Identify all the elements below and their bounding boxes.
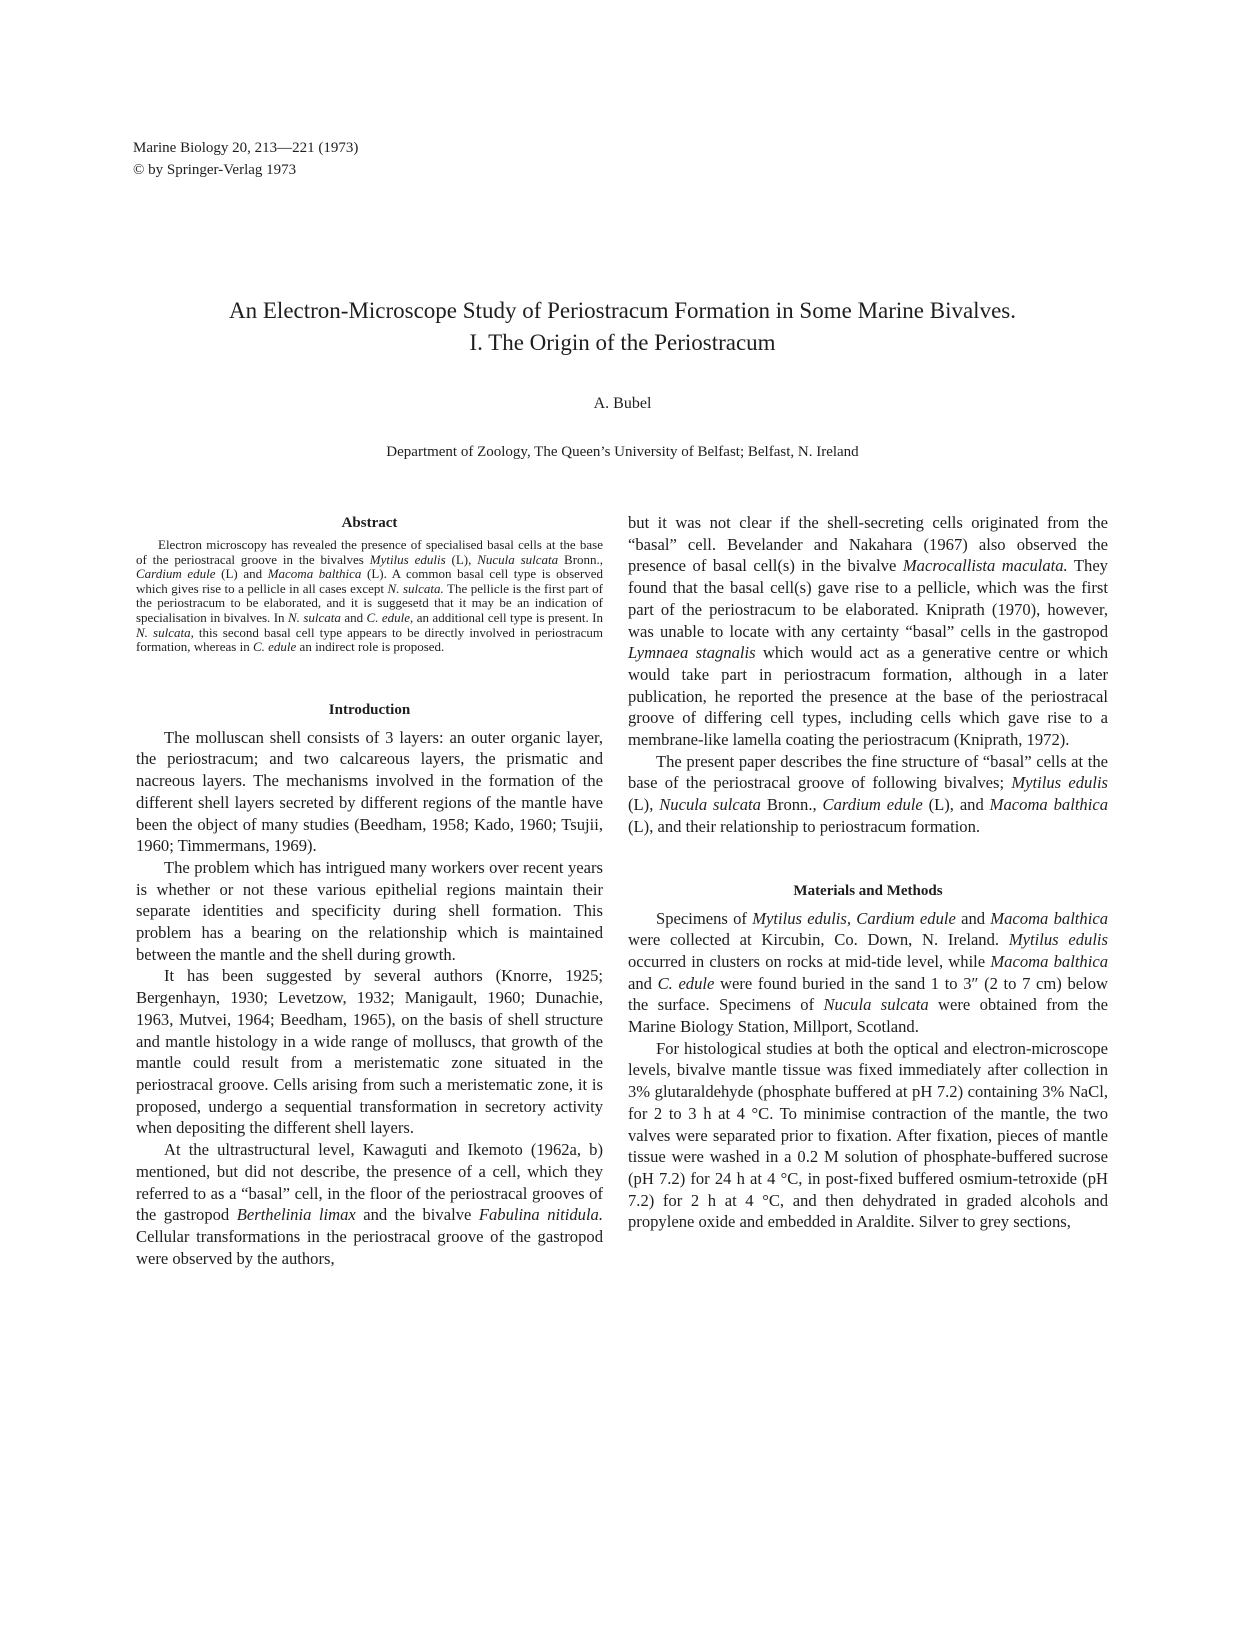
right-column	[628, 512, 1108, 1233]
journal-citation: Marine Biology 20, 213—221 (1973)	[133, 140, 359, 156]
intro-paragraph-5: The present paper describes the fine structure of “basal” cells at the base of the periostracal groove of following bivalves; Mytilus edulis (L), Nucula sulcata Bronn., Cardium edule (L), and Macoma balthica (L), and their relationship to periostracum formation.	[628, 751, 1109, 836]
intro-paragraph-2: The problem which has intrigued many workers over recent years is whether or not these various epithelial regions maintain their separate identities and specificity during shell formation. This problem has a bearing on the relationship which is maintained between the mantle and the shell during growth.	[136, 857, 603, 964]
intro-paragraph-4-continued: but it was not clear if the shell-secreting cells originated from the “basal” cell. Bevelander and Nakahara (1967) also observed the presence of basal cell(s) in the bivalve Macrocallista maculata. They found that the basal cell(s) gave rise to a pellicle, which was the first part of the periostracum to be elaborated. Kniprath (1970), however, was unable to locate with any certainty “basal” cells in the gastropod Lymnaea stagnalis which would act as a generative centre or which would take part in periostracum formation, although in a later publication, he reported the presence at the base of the periostracal groove of differing cell types, including cells which gave rise to a membrane-like lamella coating the periostracum (Kniprath, 1972).	[628, 513, 1109, 750]
journal-header	[133, 137, 358, 181]
author-name: A. Bubel	[593, 395, 652, 412]
left-column	[136, 512, 603, 1269]
methods-paragraph-1: Specimens of Mytilus edulis, Cardium edule and Macoma balthica were collected at Kircubin, Co. Down, N. Ireland. Mytilus edulis occurred in clusters on rocks at mid-tide level, while Macoma balthica and C. edule were found buried in the sand 1 to 3″ (2 to 7 cm) below the surface. Specimens of Nucula sulcata were obtained from the Marine Biology Station, Millport, Scotland.	[628, 908, 1108, 1037]
introduction-heading: Introduction	[328, 701, 411, 718]
materials-methods-heading: Materials and Methods	[793, 882, 943, 899]
abstract-text: Electron microscopy has revealed the presence of specialised basal cells at the base of the periostracal groove in the bivalves Mytilus edulis (L), Nucula sulcata Bronn., Cardium edule (L) and Macoma balthica (L). A common basal cell type is observed which gives rise to a pellicle in all cases except N. sulcata. The pellicle is the first part of the periostracum to be elaborated, and it is suggesetd that it may be an indication of specialisation in bivalves. In N. sulcata and C. edule, an additional cell type is present. In N. sulcata, this second basal cell type appears to be directly involved in periostracum formation, whereas in C. edule an indirect role is proposed.	[136, 537, 604, 655]
title-line-1: An Electron-Microscope Study of Periostracum Formation in Some Marine Bivalves.	[229, 298, 1016, 323]
copyright-notice: © by Springer-Verlag 1973	[133, 162, 297, 178]
author-affiliation: Department of Zoology, The Queen’s University of Belfast; Belfast, N. Ireland	[386, 444, 859, 460]
intro-paragraph-3: It has been suggested by several authors (Knorre, 1925; Bergenhayn, 1930; Levetzow, 1932; Manigault, 1960; Dunachie, 1963, Mutvei, 1964; Beedham, 1965), on the basis of shell structure and mantle histology in a wide range of molluscs, that growth of the mantle could result from a meristematic zone situated in the periostracal groove. Cells arising from such a meristematic zone, it is proposed, undergo a sequential transformation in secretory activity when depositing the different shell layers.	[136, 966, 603, 1138]
abstract-heading: Abstract	[341, 515, 398, 531]
title-line-2: I. The Origin of the Periostracum	[469, 330, 776, 355]
intro-paragraph-1: The molluscan shell consists of 3 layers: an outer organic layer, the periostracum; and two calcareous layers, the prismatic and nacreous layers. The mechanisms involved in the formation of the different shell layers secreted by different regions of the mantle have been the object of many studies (Beedham, 1958; Kado, 1960; Tsujii, 1960; Timmermans, 1969).	[136, 727, 603, 856]
methods-paragraph-2: For histological studies at both the optical and electron-microscope levels, bivalve mantle tissue was fixed immediately after collection in 3% glutaraldehyde (phosphate buffered at pH 7.2) containing 3% NaCl, for 2 to 3 h at 4 °C. To minimise contraction of the mantle, the two valves were separated prior to fixation. After fixation, pieces of mantle tissue were washed in a 0.2 M solution of phosphate-buffered sucrose (pH 7.2) for 24 h at 4 °C, in post-fixed buffered osmium-tetroxide (pH 7.2) for 2 h at 4 °C, and then dehydrated in graded alcohols and propylene oxide and embedded in Araldite. Silver to grey sections,	[628, 1038, 1108, 1232]
paper-title	[80, 295, 1165, 359]
intro-paragraph-4: At the ultrastructural level, Kawaguti and Ikemoto (1962a, b) mentioned, but did not describe, the presence of a cell, which they referred to as a “basal” cell, in the floor of the periostracal grooves of the gastropod Berthelinia limax and the bivalve Fabulina nitidula. Cellular transformations in the periostracal groove of the gastropod were observed by the authors,	[136, 1140, 603, 1268]
